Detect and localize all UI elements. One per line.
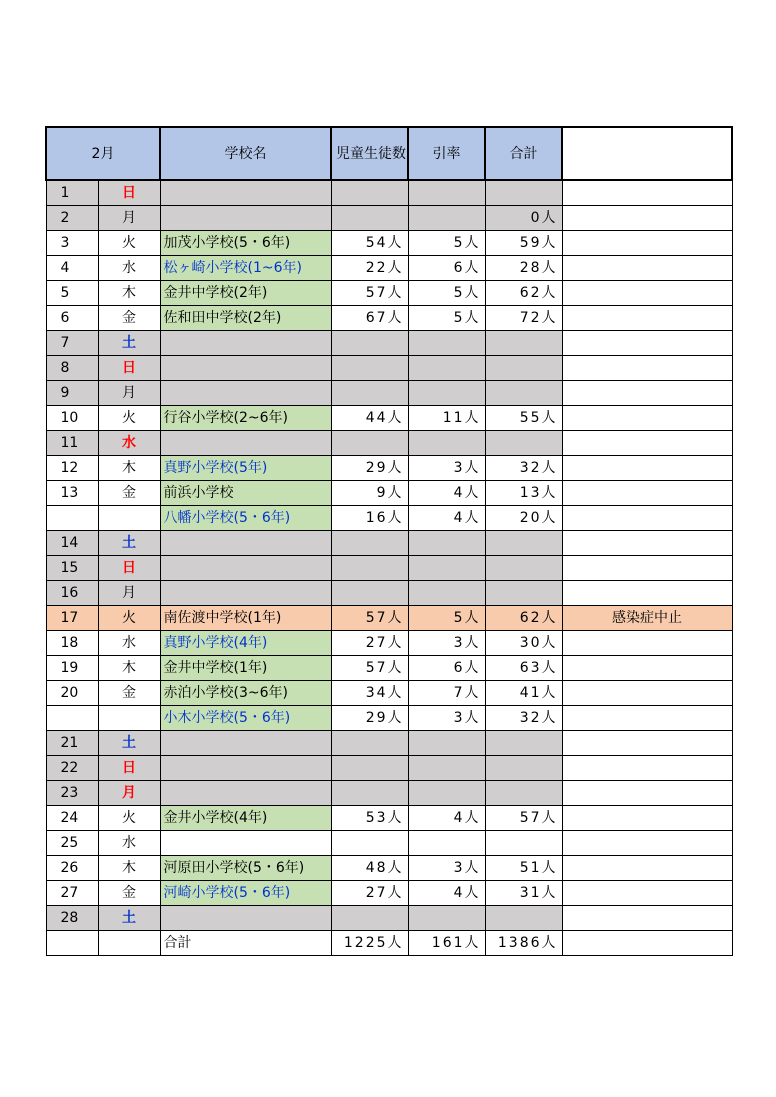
students-cell xyxy=(331,906,408,931)
school-cell xyxy=(160,206,331,231)
weekday-cell: 土 xyxy=(98,906,160,931)
weekday-cell: 火 xyxy=(98,406,160,431)
day-cell: 27 xyxy=(46,881,98,906)
teachers-cell: 3人 xyxy=(408,631,485,656)
table-row xyxy=(46,906,732,931)
teachers-cell: 3人 xyxy=(408,456,485,481)
day-cell: 1 xyxy=(46,180,98,206)
day-cell: 20 xyxy=(46,681,98,706)
total-cell: 57人 xyxy=(485,806,562,831)
weekday-cell: 月 xyxy=(98,581,160,606)
total-label: 合計 xyxy=(160,931,331,956)
remark-cell xyxy=(562,856,732,881)
total-cell xyxy=(485,556,562,581)
weekday-cell: 水 xyxy=(98,631,160,656)
total-cell xyxy=(485,731,562,756)
weekday-cell xyxy=(98,506,160,531)
header-row xyxy=(46,127,732,180)
day-cell: 15 xyxy=(46,556,98,581)
teachers-cell xyxy=(408,180,485,206)
total-cell xyxy=(485,431,562,456)
teachers-cell xyxy=(408,206,485,231)
students-cell: 48人 xyxy=(331,856,408,881)
teachers-cell: 5人 xyxy=(408,281,485,306)
students-cell: 16人 xyxy=(331,506,408,531)
total-cell: 30人 xyxy=(485,631,562,656)
remark-cell xyxy=(562,806,732,831)
school-cell: 金井中学校(1年) xyxy=(160,656,331,681)
total-cell: 41人 xyxy=(485,681,562,706)
remark-cell xyxy=(562,781,732,806)
students-cell: 67人 xyxy=(331,306,408,331)
teachers-cell xyxy=(408,581,485,606)
day-cell: 11 xyxy=(46,431,98,456)
remark-cell xyxy=(562,481,732,506)
remark-cell xyxy=(562,756,732,781)
table-row xyxy=(46,581,732,606)
remark-cell xyxy=(562,581,732,606)
table-row xyxy=(46,881,732,906)
remark-cell xyxy=(562,306,732,331)
day-cell: 8 xyxy=(46,356,98,381)
teachers-cell xyxy=(408,431,485,456)
teachers-cell: 6人 xyxy=(408,256,485,281)
school-cell xyxy=(160,906,331,931)
day-cell: 26 xyxy=(46,856,98,881)
total-cell: 28人 xyxy=(485,256,562,281)
school-cell: 小木小学校(5・6年) xyxy=(160,706,331,731)
remark-cell xyxy=(562,231,732,256)
table-row xyxy=(46,431,732,456)
day-cell: 5 xyxy=(46,281,98,306)
day-cell xyxy=(46,506,98,531)
remark-cell xyxy=(562,456,732,481)
weekday-cell: 水 xyxy=(98,831,160,856)
weekday-cell: 日 xyxy=(98,356,160,381)
teachers-cell xyxy=(408,531,485,556)
teachers-cell xyxy=(408,381,485,406)
day-cell: 7 xyxy=(46,331,98,356)
school-cell xyxy=(160,180,331,206)
weekday-cell: 金 xyxy=(98,881,160,906)
teachers-cell xyxy=(408,906,485,931)
weekday-cell: 水 xyxy=(98,256,160,281)
teachers-cell xyxy=(408,756,485,781)
weekday-cell: 月 xyxy=(98,781,160,806)
total-cell xyxy=(485,180,562,206)
school-cell xyxy=(160,831,331,856)
students-cell xyxy=(331,756,408,781)
school-cell: 金井小学校(4年) xyxy=(160,806,331,831)
teachers-cell: 3人 xyxy=(408,856,485,881)
school-cell xyxy=(160,556,331,581)
students-cell: 57人 xyxy=(331,281,408,306)
schedule-body xyxy=(46,180,732,931)
school-cell: 加茂小学校(5・6年) xyxy=(160,231,331,256)
day-cell: 25 xyxy=(46,831,98,856)
students-cell: 27人 xyxy=(331,881,408,906)
students-cell xyxy=(331,556,408,581)
total-cell: 59人 xyxy=(485,231,562,256)
table-row xyxy=(46,681,732,706)
weekday-cell: 月 xyxy=(98,206,160,231)
school-cell: 真野小学校(5年) xyxy=(160,456,331,481)
table-row xyxy=(46,256,732,281)
total-students: 1225人 xyxy=(331,931,408,956)
teachers-cell: 3人 xyxy=(408,706,485,731)
teachers-cell xyxy=(408,356,485,381)
total-cell xyxy=(485,381,562,406)
table-row xyxy=(46,356,732,381)
total-day-cell xyxy=(46,931,98,956)
table-row xyxy=(46,656,732,681)
total-cell: 63人 xyxy=(485,656,562,681)
header-school: 学校名 xyxy=(160,127,331,180)
weekday-cell: 土 xyxy=(98,331,160,356)
total-cell xyxy=(485,906,562,931)
school-cell xyxy=(160,781,331,806)
day-cell: 10 xyxy=(46,406,98,431)
table-row xyxy=(46,831,732,856)
table-row xyxy=(46,180,732,206)
students-cell xyxy=(331,356,408,381)
teachers-cell: 4人 xyxy=(408,481,485,506)
day-cell: 19 xyxy=(46,656,98,681)
students-cell xyxy=(331,331,408,356)
teachers-cell xyxy=(408,731,485,756)
total-cell: 51人 xyxy=(485,856,562,881)
school-cell xyxy=(160,431,331,456)
teachers-cell xyxy=(408,831,485,856)
total-cell xyxy=(485,531,562,556)
weekday-cell: 火 xyxy=(98,231,160,256)
weekday-cell: 水 xyxy=(98,431,160,456)
teachers-cell: 5人 xyxy=(408,306,485,331)
table-row xyxy=(46,756,732,781)
teachers-cell: 5人 xyxy=(408,231,485,256)
students-cell xyxy=(331,781,408,806)
day-cell: 28 xyxy=(46,906,98,931)
school-cell xyxy=(160,581,331,606)
school-cell: 金井中学校(2年) xyxy=(160,281,331,306)
total-remark xyxy=(562,931,732,956)
students-cell: 29人 xyxy=(331,456,408,481)
remark-cell xyxy=(562,281,732,306)
remark-cell xyxy=(562,356,732,381)
total-cell: 32人 xyxy=(485,456,562,481)
total-teachers: 161人 xyxy=(408,931,485,956)
table-row xyxy=(46,806,732,831)
table-row xyxy=(46,206,732,231)
table-row xyxy=(46,531,732,556)
remark-cell xyxy=(562,556,732,581)
school-cell: 佐和田中学校(2年) xyxy=(160,306,331,331)
students-cell: 22人 xyxy=(331,256,408,281)
weekday-cell: 日 xyxy=(98,180,160,206)
day-cell: 17 xyxy=(46,606,98,631)
header-teachers: 引率 xyxy=(408,127,485,180)
students-cell xyxy=(331,531,408,556)
students-cell: 9人 xyxy=(331,481,408,506)
total-cell: 32人 xyxy=(485,706,562,731)
day-cell: 18 xyxy=(46,631,98,656)
total-cell xyxy=(485,356,562,381)
weekday-cell: 金 xyxy=(98,481,160,506)
school-cell: 前浜小学校 xyxy=(160,481,331,506)
table-row xyxy=(46,231,732,256)
teachers-cell: 4人 xyxy=(408,881,485,906)
remark-cell xyxy=(562,406,732,431)
weekday-cell: 日 xyxy=(98,756,160,781)
day-cell: 13 xyxy=(46,481,98,506)
table-row xyxy=(46,281,732,306)
header-total: 合計 xyxy=(485,127,562,180)
weekday-cell: 日 xyxy=(98,556,160,581)
total-cell: 55人 xyxy=(485,406,562,431)
table-row xyxy=(46,706,732,731)
remark-cell xyxy=(562,706,732,731)
remark-cell xyxy=(562,906,732,931)
table-row xyxy=(46,481,732,506)
school-cell xyxy=(160,356,331,381)
school-cell xyxy=(160,381,331,406)
schedule-table xyxy=(45,126,733,956)
table-row xyxy=(46,781,732,806)
table-row xyxy=(46,506,732,531)
remark-cell xyxy=(562,656,732,681)
day-cell: 24 xyxy=(46,806,98,831)
weekday-cell: 木 xyxy=(98,281,160,306)
remark-cell xyxy=(562,506,732,531)
students-cell: 34人 xyxy=(331,681,408,706)
remark-cell xyxy=(562,331,732,356)
school-cell xyxy=(160,731,331,756)
remark-cell: 感染症中止 xyxy=(562,606,732,631)
total-cell xyxy=(485,781,562,806)
school-cell xyxy=(160,756,331,781)
school-cell: 南佐渡中学校(1年) xyxy=(160,606,331,631)
total-cell: 72人 xyxy=(485,306,562,331)
weekday-cell: 火 xyxy=(98,806,160,831)
remark-cell xyxy=(562,831,732,856)
students-cell xyxy=(331,180,408,206)
weekday-cell: 月 xyxy=(98,381,160,406)
remark-cell xyxy=(562,431,732,456)
school-cell xyxy=(160,531,331,556)
table-row xyxy=(46,406,732,431)
table-row xyxy=(46,631,732,656)
table-row xyxy=(46,731,732,756)
students-cell: 27人 xyxy=(331,631,408,656)
day-cell: 14 xyxy=(46,531,98,556)
teachers-cell xyxy=(408,781,485,806)
teachers-cell: 6人 xyxy=(408,656,485,681)
day-cell: 16 xyxy=(46,581,98,606)
day-cell: 9 xyxy=(46,381,98,406)
teachers-cell xyxy=(408,331,485,356)
day-cell: 22 xyxy=(46,756,98,781)
students-cell: 53人 xyxy=(331,806,408,831)
weekday-cell: 木 xyxy=(98,456,160,481)
weekday-cell: 金 xyxy=(98,681,160,706)
weekday-cell: 木 xyxy=(98,656,160,681)
remark-cell xyxy=(562,631,732,656)
remark-cell xyxy=(562,881,732,906)
table-row xyxy=(46,381,732,406)
teachers-cell: 4人 xyxy=(408,806,485,831)
table-row xyxy=(46,856,732,881)
students-cell xyxy=(331,581,408,606)
students-cell xyxy=(331,431,408,456)
table-row xyxy=(46,331,732,356)
school-cell: 真野小学校(4年) xyxy=(160,631,331,656)
students-cell: 57人 xyxy=(331,606,408,631)
teachers-cell: 5人 xyxy=(408,606,485,631)
header-month: 2月 xyxy=(46,127,160,180)
remark-cell xyxy=(562,180,732,206)
teachers-cell: 7人 xyxy=(408,681,485,706)
remark-cell xyxy=(562,731,732,756)
total-total: 1386人 xyxy=(485,931,562,956)
total-cell: 0人 xyxy=(485,206,562,231)
total-cell xyxy=(485,831,562,856)
table-row xyxy=(46,556,732,581)
total-cell xyxy=(485,331,562,356)
remark-cell xyxy=(562,256,732,281)
school-cell: 松ヶ崎小学校(1~6年) xyxy=(160,256,331,281)
day-cell: 2 xyxy=(46,206,98,231)
day-cell: 4 xyxy=(46,256,98,281)
remark-cell xyxy=(562,206,732,231)
table-row xyxy=(46,606,732,631)
total-cell: 31人 xyxy=(485,881,562,906)
students-cell xyxy=(331,206,408,231)
header-students: 児童生徒数 xyxy=(331,127,408,180)
weekday-cell: 木 xyxy=(98,856,160,881)
weekday-cell: 土 xyxy=(98,531,160,556)
total-cell: 20人 xyxy=(485,506,562,531)
weekday-cell: 土 xyxy=(98,731,160,756)
total-cell xyxy=(485,756,562,781)
weekday-cell xyxy=(98,706,160,731)
teachers-cell: 4人 xyxy=(408,506,485,531)
day-cell: 23 xyxy=(46,781,98,806)
students-cell: 44人 xyxy=(331,406,408,431)
weekday-cell: 金 xyxy=(98,306,160,331)
table-row xyxy=(46,456,732,481)
day-cell: 12 xyxy=(46,456,98,481)
school-cell xyxy=(160,331,331,356)
total-cell xyxy=(485,581,562,606)
day-cell: 3 xyxy=(46,231,98,256)
day-cell xyxy=(46,706,98,731)
school-cell: 河崎小学校(5・6年) xyxy=(160,881,331,906)
header-remark xyxy=(562,127,732,180)
table-row xyxy=(46,306,732,331)
total-weekday-cell xyxy=(98,931,160,956)
students-cell: 29人 xyxy=(331,706,408,731)
remark-cell xyxy=(562,381,732,406)
weekday-cell: 火 xyxy=(98,606,160,631)
day-cell: 21 xyxy=(46,731,98,756)
students-cell xyxy=(331,381,408,406)
school-cell: 八幡小学校(5・6年) xyxy=(160,506,331,531)
total-row xyxy=(46,931,732,956)
remark-cell xyxy=(562,531,732,556)
students-cell: 57人 xyxy=(331,656,408,681)
remark-cell xyxy=(562,681,732,706)
students-cell: 54人 xyxy=(331,231,408,256)
total-cell: 13人 xyxy=(485,481,562,506)
total-cell: 62人 xyxy=(485,281,562,306)
students-cell xyxy=(331,831,408,856)
teachers-cell xyxy=(408,556,485,581)
teachers-cell: 11人 xyxy=(408,406,485,431)
total-cell: 62人 xyxy=(485,606,562,631)
students-cell xyxy=(331,731,408,756)
school-cell: 行谷小学校(2~6年) xyxy=(160,406,331,431)
school-cell: 赤泊小学校(3~6年) xyxy=(160,681,331,706)
school-cell: 河原田小学校(5・6年) xyxy=(160,856,331,881)
day-cell: 6 xyxy=(46,306,98,331)
